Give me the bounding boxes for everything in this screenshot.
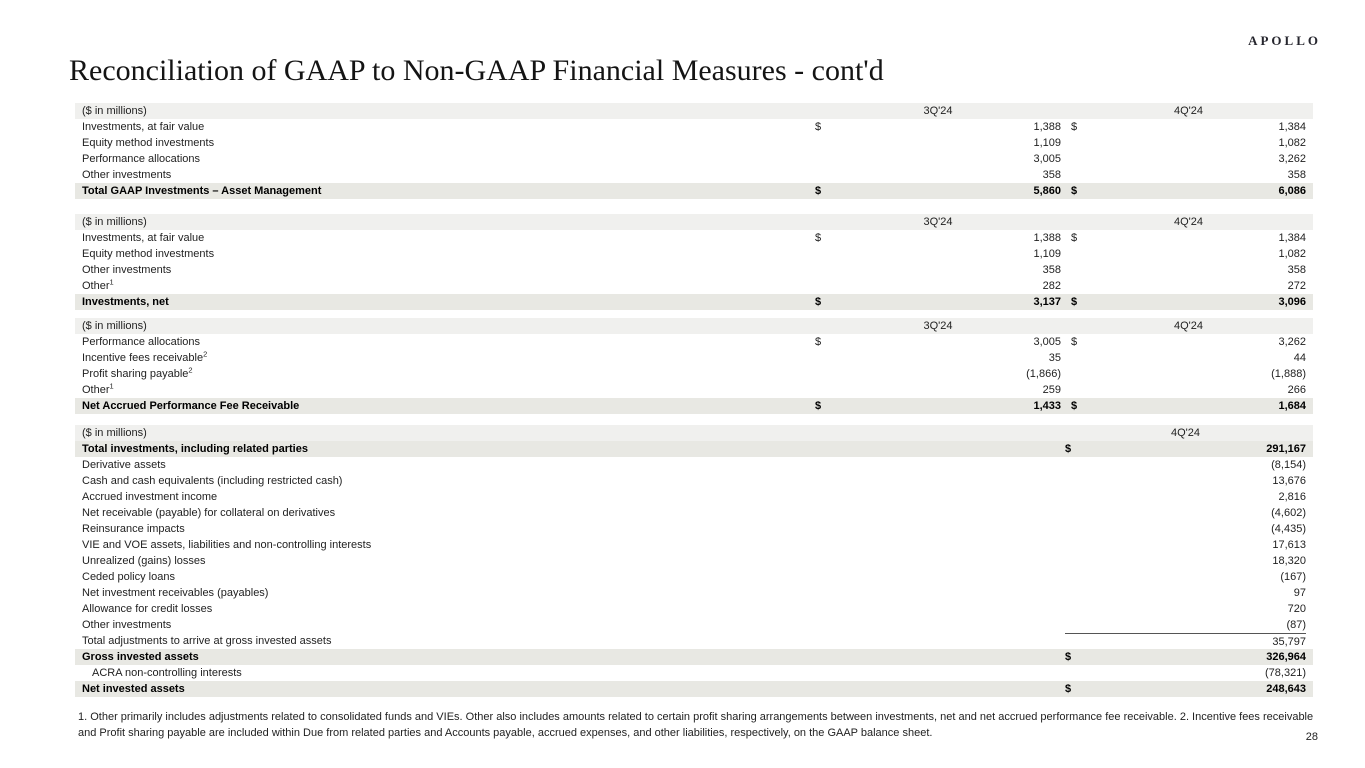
cell-value: 266 <box>1287 384 1306 396</box>
cell-value: 3,005 <box>1033 153 1061 165</box>
dollar-sign: $ <box>1071 185 1078 197</box>
cell-value: 720 <box>1287 603 1306 615</box>
unit-label: ($ in millions) <box>82 216 147 228</box>
cell-value: 282 <box>1042 280 1061 292</box>
cell-value: (78,321) <box>1265 667 1306 679</box>
value-group <box>1065 441 1306 457</box>
dollar-placeholder <box>1071 262 1074 278</box>
row-label: Ceded policy loans <box>82 571 175 583</box>
value-group <box>815 151 1061 167</box>
value-group <box>815 119 1061 135</box>
cell-value: (4,435) <box>1271 523 1306 535</box>
value-group <box>1065 473 1306 489</box>
cell-value: 3,005 <box>1033 336 1061 348</box>
table-row <box>75 398 1313 414</box>
dollar-placeholder <box>1071 167 1074 183</box>
table-header-row <box>75 425 1313 441</box>
value-group <box>815 230 1061 246</box>
table-net-accrued-performance-fee-receivable <box>75 318 1313 414</box>
dollar-placeholder <box>1065 617 1068 633</box>
row-label: Net investment receivables (payables) <box>82 587 269 599</box>
row-label: Equity method investments <box>82 248 215 260</box>
value-group <box>815 350 1061 366</box>
footnote-text: 1. Other primarily includes adjustments related to consolidated funds and VIEs. Other also includes amounts related to certain profit sharing arrangements between investments, net and net accrued performance fee receivable. 2. Incentive fees receivable and Profit sharing payable are included within Due from related parties and Accounts payable, accrued expenses, and other liabilities, respectively, on the GAAP balance sheet. <box>78 711 1314 739</box>
cell-value: (1,866) <box>1026 368 1061 380</box>
unit-label: ($ in millions) <box>82 105 147 117</box>
column-header: 4Q'24 <box>1170 427 1200 439</box>
dollar-placeholder <box>1065 489 1068 505</box>
column-header: 4Q'24 <box>1173 320 1203 332</box>
cell-value: 291,167 <box>1266 443 1306 455</box>
value-group <box>1065 665 1306 681</box>
column-header: 4Q'24 <box>1173 105 1203 117</box>
value-group <box>1071 135 1306 151</box>
cell-value: (8,154) <box>1271 459 1306 471</box>
table-row <box>75 633 1313 649</box>
value-group <box>815 294 1061 310</box>
table-row <box>75 473 1313 489</box>
table-row <box>75 350 1313 366</box>
value-group <box>815 278 1061 294</box>
tables-region <box>75 103 1313 697</box>
table-row <box>75 167 1313 183</box>
cell-value: 6,086 <box>1278 185 1306 197</box>
column-header: 3Q'24 <box>923 216 953 228</box>
row-label: Net Accrued Performance Fee Receivable <box>82 400 300 412</box>
dollar-placeholder <box>815 151 818 167</box>
table-header-row <box>75 318 1313 334</box>
row-label: Reinsurance impacts <box>82 523 185 535</box>
value-group <box>1071 382 1306 398</box>
dollar-placeholder <box>1065 505 1068 521</box>
table-row <box>75 681 1313 697</box>
dollar-sign: $ <box>815 185 822 197</box>
page-number: 28 <box>1305 731 1318 743</box>
row-label: Accrued investment income <box>82 491 218 503</box>
dollar-placeholder <box>1071 151 1074 167</box>
cell-value: 13,676 <box>1272 475 1306 487</box>
row-label: Other$^1$ <box>82 381 114 396</box>
dollar-placeholder <box>815 366 818 382</box>
table-net-invested-assets <box>75 425 1313 697</box>
dollar-sign: $ <box>1071 232 1078 244</box>
column-header: 3Q'24 <box>923 105 953 117</box>
row-label: Derivative assets <box>82 459 166 471</box>
row-label: Cash and cash equivalents (including restricted cash) <box>82 475 343 487</box>
row-label: Total adjustments to arrive at gross invested assets <box>82 635 332 647</box>
value-group <box>1071 294 1306 310</box>
row-label: Total GAAP Investments – Asset Management <box>82 185 322 197</box>
cell-value: 1,384 <box>1278 232 1306 244</box>
value-group <box>1065 681 1306 697</box>
value-group <box>815 366 1061 382</box>
dollar-placeholder <box>1065 601 1068 617</box>
value-group <box>1065 457 1306 473</box>
value-group <box>1065 569 1306 585</box>
value-group <box>1065 633 1306 650</box>
cell-value: 1,384 <box>1278 121 1306 133</box>
dollar-placeholder <box>1071 278 1074 294</box>
cell-value: 326,964 <box>1266 651 1306 663</box>
row-label: Profit sharing payable$^2$ <box>82 365 193 380</box>
row-label: Unrealized (gains) losses <box>82 555 206 567</box>
cell-value: 44 <box>1293 352 1306 364</box>
cell-value: 358 <box>1042 264 1061 276</box>
table-total-gaap-investments-asset-management <box>75 103 1313 199</box>
row-label: Performance allocations <box>82 336 201 348</box>
dollar-placeholder <box>1065 569 1068 585</box>
value-group <box>1065 553 1306 569</box>
apollo-logo: APOLLO <box>1248 33 1321 48</box>
row-label: Allowance for credit losses <box>82 603 213 615</box>
row-label: Other investments <box>82 169 172 181</box>
value-group <box>815 167 1061 183</box>
column-header: 3Q'24 <box>923 320 953 332</box>
table-row <box>75 521 1313 537</box>
table-row <box>75 441 1313 457</box>
value-group <box>1071 151 1306 167</box>
dollar-sign: $ <box>1071 121 1078 133</box>
value-group <box>815 334 1061 350</box>
cell-value: 1,433 <box>1033 400 1061 412</box>
cell-value: (1,888) <box>1271 368 1306 380</box>
dollar-sign: $ <box>815 121 822 133</box>
value-group <box>1071 262 1306 278</box>
row-label: Other$^1$ <box>82 277 114 292</box>
table-row <box>75 334 1313 350</box>
table-row <box>75 601 1313 617</box>
value-group <box>815 246 1061 262</box>
table-header-row <box>75 214 1313 230</box>
row-label: Total investments, including related parties <box>82 443 308 455</box>
dollar-sign: $ <box>1065 683 1072 695</box>
table-row <box>75 649 1313 665</box>
table-row <box>75 262 1313 278</box>
row-label: Investments, net <box>82 296 169 308</box>
table-row <box>75 119 1313 135</box>
value-group <box>1065 505 1306 521</box>
table-row <box>75 151 1313 167</box>
table-row <box>75 135 1313 151</box>
dollar-sign: $ <box>1065 443 1072 455</box>
column-header: 4Q'24 <box>1173 216 1203 228</box>
value-group <box>815 183 1061 199</box>
row-label: Performance allocations <box>82 153 201 165</box>
cell-value: 5,860 <box>1033 185 1061 197</box>
cell-value: (87) <box>1286 619 1306 631</box>
row-label: Equity method investments <box>82 137 215 149</box>
dollar-placeholder <box>1065 665 1068 681</box>
dollar-placeholder <box>1065 553 1068 569</box>
value-group <box>1071 334 1306 350</box>
table-investments-net <box>75 214 1313 310</box>
table-row <box>75 489 1313 505</box>
row-label: Net receivable (payable) for collateral on derivatives <box>82 507 336 519</box>
table-row <box>75 585 1313 601</box>
cell-value: 248,643 <box>1266 683 1306 695</box>
row-label: Investments, at fair value <box>82 232 205 244</box>
value-group <box>1065 617 1306 633</box>
dollar-placeholder <box>815 246 818 262</box>
dollar-placeholder <box>1071 246 1074 262</box>
value-group <box>815 135 1061 151</box>
dollar-sign: $ <box>1065 651 1072 663</box>
dollar-placeholder <box>1065 473 1068 489</box>
value-group <box>1065 649 1306 665</box>
value-group <box>815 382 1061 398</box>
cell-value: (167) <box>1280 571 1306 583</box>
dollar-sign: $ <box>815 336 822 348</box>
row-label: VIE and VOE assets, liabilities and non-controlling interests <box>82 539 372 551</box>
dollar-sign: $ <box>815 232 822 244</box>
dollar-placeholder <box>815 350 818 366</box>
cell-value: 358 <box>1287 264 1306 276</box>
cell-value: 1,109 <box>1033 248 1061 260</box>
page-title: Reconciliation of GAAP to Non-GAAP Financial Measures - cont'd <box>69 54 884 87</box>
table-row <box>75 553 1313 569</box>
dollar-sign: $ <box>1071 400 1078 412</box>
table-row <box>75 537 1313 553</box>
dollar-sign: $ <box>1071 296 1078 308</box>
row-label: Gross invested assets <box>82 651 199 663</box>
value-group <box>815 398 1061 414</box>
row-label: Incentive fees receivable$^2$ <box>82 349 208 364</box>
row-label: Other investments <box>82 619 172 631</box>
value-group <box>1071 167 1306 183</box>
cell-value: 259 <box>1042 384 1061 396</box>
table-row <box>75 294 1313 310</box>
value-group <box>1071 278 1306 294</box>
cell-value: 1,684 <box>1278 400 1306 412</box>
dollar-placeholder <box>1065 585 1068 601</box>
unit-label: ($ in millions) <box>82 320 147 332</box>
table-row <box>75 505 1313 521</box>
value-group <box>1071 366 1306 382</box>
dollar-placeholder <box>1071 382 1074 398</box>
value-group <box>1071 246 1306 262</box>
dollar-sign: $ <box>815 296 822 308</box>
value-group <box>1065 537 1306 553</box>
cell-value: 1,388 <box>1033 232 1061 244</box>
value-group <box>1065 585 1306 601</box>
value-group <box>1071 119 1306 135</box>
cell-value: 3,137 <box>1033 296 1061 308</box>
cell-value: 97 <box>1293 587 1306 599</box>
cell-value: 17,613 <box>1272 539 1306 551</box>
table-row <box>75 382 1313 398</box>
dollar-placeholder <box>815 167 818 183</box>
value-group <box>1065 601 1306 617</box>
dollar-sign: $ <box>815 400 822 412</box>
value-group <box>815 262 1061 278</box>
value-group <box>1071 183 1306 199</box>
value-group <box>1071 398 1306 414</box>
value-group <box>1071 230 1306 246</box>
cell-value: 358 <box>1042 169 1061 181</box>
dollar-placeholder <box>1065 537 1068 553</box>
dollar-placeholder <box>815 382 818 398</box>
table-row <box>75 665 1313 681</box>
table-row <box>75 569 1313 585</box>
dollar-placeholder <box>1065 521 1068 537</box>
dollar-placeholder <box>1071 366 1074 382</box>
table-row <box>75 246 1313 262</box>
cell-value: 2,816 <box>1278 491 1306 503</box>
cell-value: 272 <box>1287 280 1306 292</box>
table-row <box>75 183 1313 199</box>
value-group <box>1065 489 1306 505</box>
table-row <box>75 230 1313 246</box>
row-label: Net invested assets <box>82 683 185 695</box>
dollar-sign: $ <box>1071 336 1078 348</box>
cell-value: 3,262 <box>1278 153 1306 165</box>
cell-value: 358 <box>1287 169 1306 181</box>
dollar-placeholder <box>1065 634 1068 650</box>
row-label: Investments, at fair value <box>82 121 205 133</box>
table-row <box>75 617 1313 633</box>
table-row <box>75 278 1313 294</box>
cell-value: (4,602) <box>1271 507 1306 519</box>
cell-value: 1,082 <box>1278 137 1306 149</box>
table-row <box>75 366 1313 382</box>
value-group <box>1065 521 1306 537</box>
cell-value: 1,388 <box>1033 121 1061 133</box>
cell-value: 1,109 <box>1033 137 1061 149</box>
row-label: ACRA non-controlling interests <box>92 667 242 679</box>
dollar-placeholder <box>1071 350 1074 366</box>
cell-value: 35 <box>1048 352 1061 364</box>
table-row <box>75 457 1313 473</box>
cell-value: 1,082 <box>1278 248 1306 260</box>
cell-value: 35,797 <box>1272 635 1306 648</box>
dollar-placeholder <box>1071 135 1074 151</box>
value-group <box>1071 350 1306 366</box>
cell-value: 18,320 <box>1272 555 1306 567</box>
dollar-placeholder <box>815 278 818 294</box>
unit-label: ($ in millions) <box>82 427 147 439</box>
cell-value: 3,096 <box>1278 296 1306 308</box>
row-label: Other investments <box>82 264 172 276</box>
dollar-placeholder <box>1065 457 1068 473</box>
dollar-placeholder <box>815 135 818 151</box>
dollar-placeholder <box>815 262 818 278</box>
table-header-row <box>75 103 1313 119</box>
cell-value: 3,262 <box>1278 336 1306 348</box>
